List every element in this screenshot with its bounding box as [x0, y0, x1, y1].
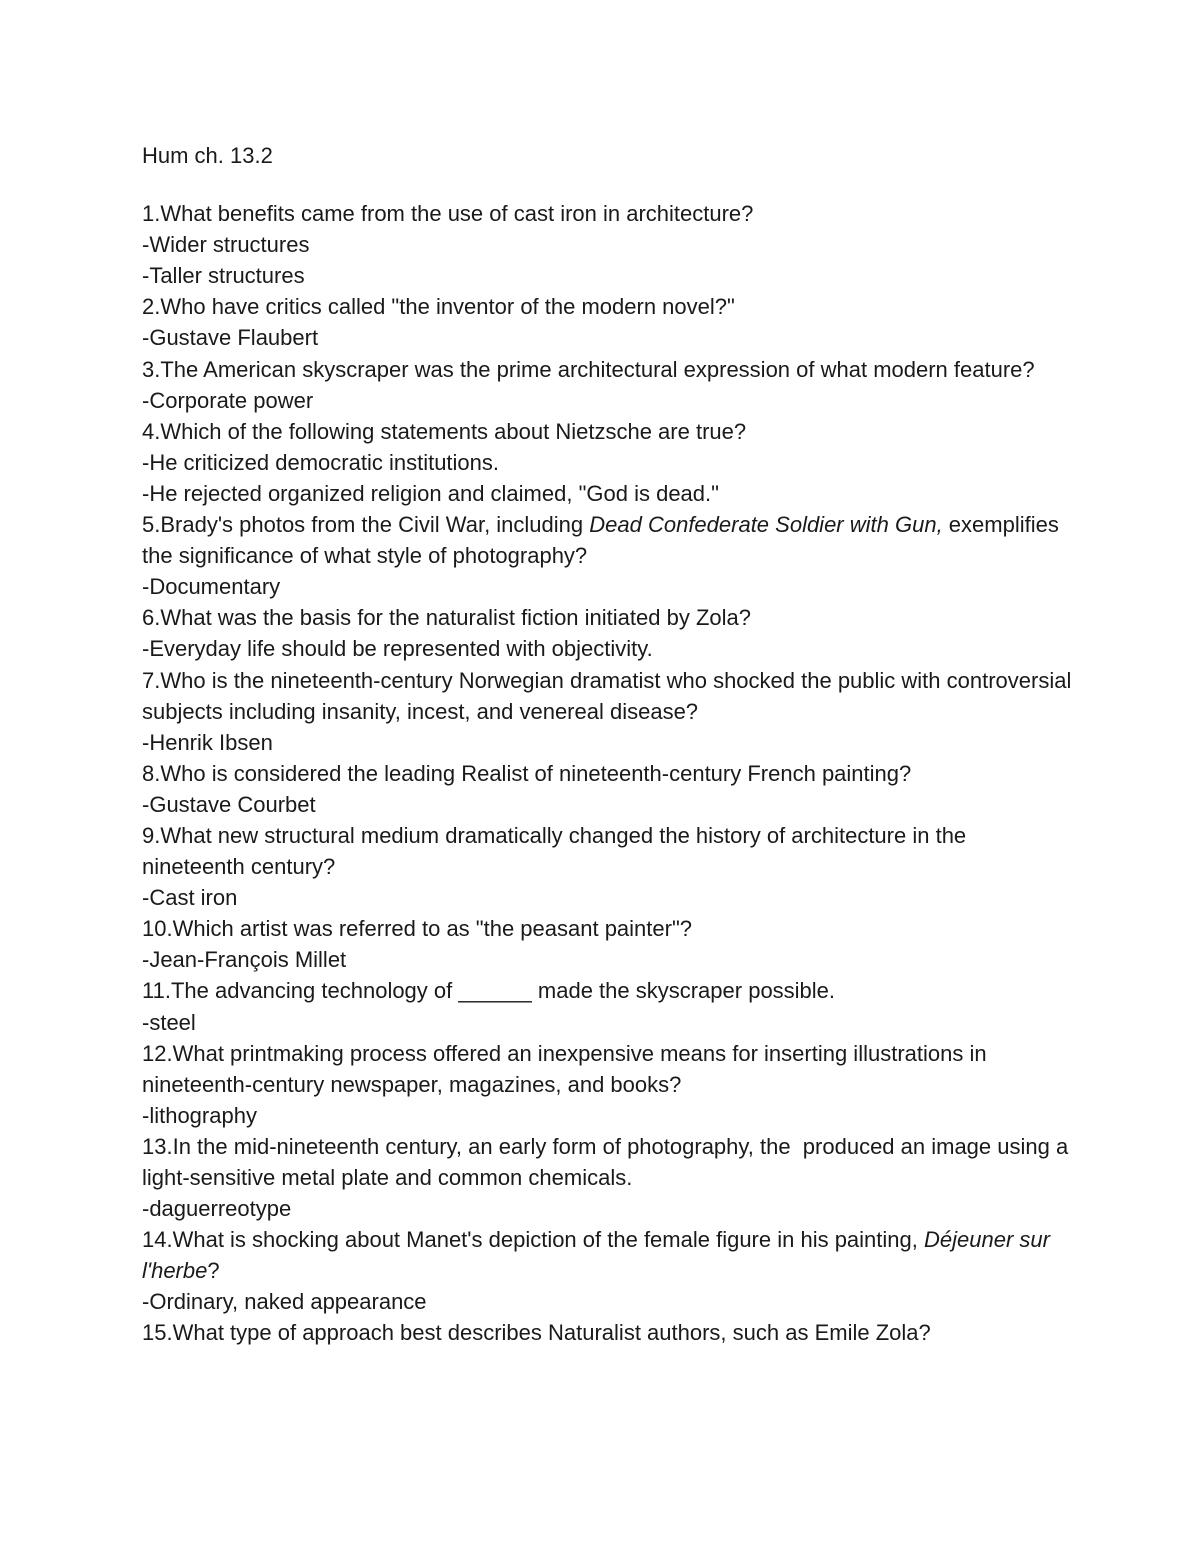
question-3: 3.The American skyscraper was the prime architectural expression of what modern feature? — [142, 356, 1035, 382]
answer-13: -daguerreotype — [142, 1196, 292, 1222]
question-14 — [142, 1224, 1072, 1286]
question-9: 9.What new structural medium dramatically changed the history of architecture in the nineteenth century? — [142, 822, 973, 880]
answer-1a: -Wider structures — [142, 232, 310, 258]
question-14-text-end: ? — [207, 1258, 220, 1284]
answer-8: -Gustave Courbet — [142, 791, 316, 817]
question-8: 8.Who is considered the leading Realist of nineteenth-century French painting? — [142, 760, 912, 786]
question-7: 7.Who is the nineteenth-century Norwegian dramatist who shocked the public with controversial subjects including insanity, incest, and venereal disease? — [142, 667, 1078, 724]
question-12: 12.What printmaking process offered an inexpensive means for inserting illustrations in nineteenth-century newspaper, magazines, and books? — [142, 1040, 993, 1097]
answer-4a: -He criticized democratic institutions. — [142, 449, 500, 475]
answer-7: -Henrik Ibsen — [142, 729, 273, 755]
answer-12: -lithography — [142, 1102, 257, 1128]
answer-3: -Corporate power — [142, 387, 314, 413]
question-2: 2.Who have critics called "the inventor of the modern novel?" — [142, 294, 735, 320]
question-6: 6.What was the basis for the naturalist fiction initiated by Zola? — [142, 605, 751, 631]
question-5 — [142, 509, 1072, 571]
question-5-artwork-title: Dead Confederate Soldier with Gun, — [589, 512, 943, 538]
question-4: 4.Which of the following statements about Nietzsche are true? — [142, 418, 747, 444]
title-spacer — [142, 171, 1072, 198]
question-1: 1.What benefits came from the use of cast iron in architecture? — [142, 201, 754, 227]
answer-10: -Jean-François Millet — [142, 947, 347, 973]
answer-6: -Everyday life should be represented with objectivity. — [142, 636, 653, 662]
question-14-text-start: 14.What is shocking about Manet's depiction of the female figure in his painting, — [142, 1227, 924, 1253]
question-14-artwork-title: Déjeuner sur l'herbe — [142, 1227, 1057, 1284]
question-10: 10.Which artist was referred to as "the peasant painter"? — [142, 916, 693, 942]
question-5-text-end: exemplifies the significance of what style of photography? — [142, 512, 1065, 569]
answer-11: -steel — [142, 1009, 196, 1035]
answer-1b: -Taller structures — [142, 263, 305, 289]
answer-9: -Cast iron — [142, 885, 238, 911]
document-title: Hum ch. 13.2 — [142, 143, 273, 168]
question-15: 15.What type of approach best describes Naturalist authors, such as Emile Zola? — [142, 1320, 931, 1346]
answer-2: -Gustave Flaubert — [142, 325, 319, 351]
answer-14: -Ordinary, naked appearance — [142, 1289, 427, 1315]
question-11: 11.The advancing technology of ______ made the skyscraper possible. — [142, 978, 836, 1004]
document-body — [142, 140, 1078, 1349]
answer-4b: -He rejected organized religion and claimed, "God is dead." — [142, 480, 719, 506]
answer-5: -Documentary — [142, 574, 281, 600]
question-13: 13.In the mid-nineteenth century, an early form of photography, the produced an image using a light-sensitive metal plate and common chemicals. — [142, 1133, 1075, 1190]
question-5-text-start: 5.Brady's photos from the Civil War, including — [142, 512, 590, 538]
